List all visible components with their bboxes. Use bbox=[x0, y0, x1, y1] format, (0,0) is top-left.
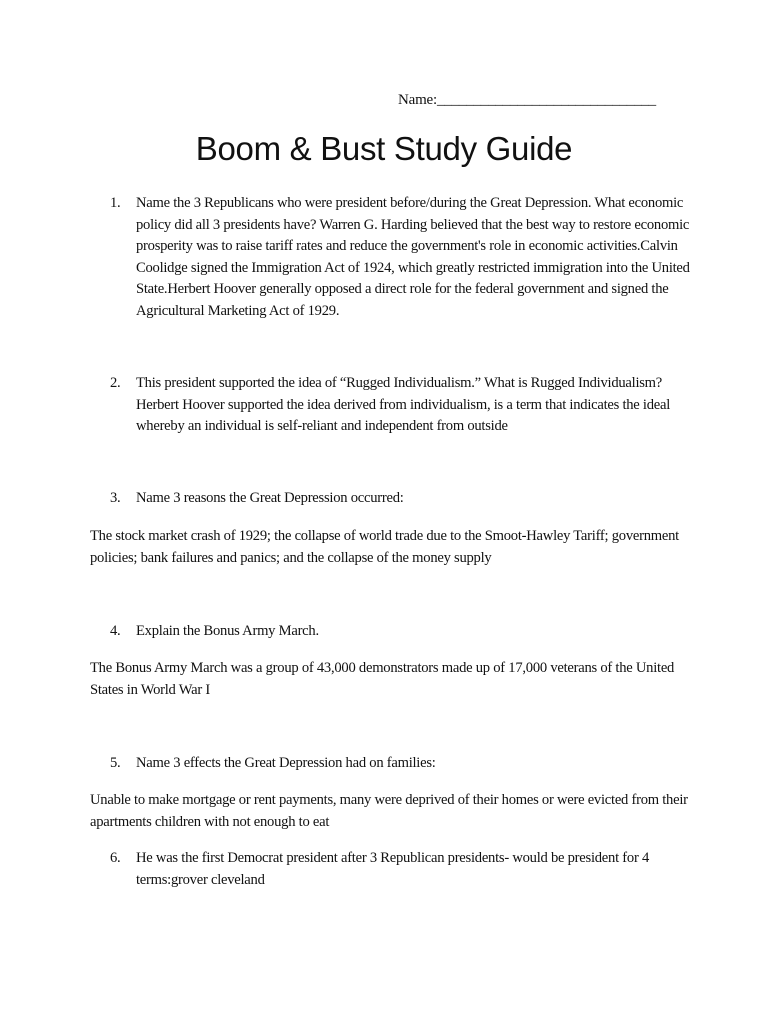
question-4 bbox=[110, 621, 690, 643]
question-number: 1. bbox=[110, 195, 121, 211]
question-text: Name 3 effects the Great Depression had on families: bbox=[136, 755, 436, 771]
question-6 bbox=[110, 848, 690, 891]
answer-4: The Bonus Army March was a group of 43,000 demonstrators made up of 17,000 veterans of the United States in World War I bbox=[90, 660, 675, 698]
question-2 bbox=[110, 373, 690, 438]
question-number: 6. bbox=[110, 850, 121, 866]
question-text: Name 3 reasons the Great Depression occurred: bbox=[136, 490, 404, 506]
question-text: Name the 3 Republicans who were president before/during the Great Depression. What economic policy did all 3 presidents have? Warren G. Harding believed that the best way to restore economic prosperity was to raise tariff rates and reduce the government's role in economic activities.Calvin Coolidge signed the Immigration Act of 1924, which greatly restricted immigration into the United State.Herbert Hoover generally opposed a direct role for the federal government and signed the Agricultural Marketing Act of 1929. bbox=[136, 195, 690, 319]
answer-3: The stock market crash of 1929; the collapse of world trade due to the Smoot-Hawley Tariff; government policies; bank failures and panics; and the collapse of the money supply bbox=[90, 528, 679, 566]
question-number: 3. bbox=[110, 490, 121, 506]
question-number: 2. bbox=[110, 375, 121, 391]
question-text: This president supported the idea of “Rugged Individualism.” What is Rugged Individualism?Herbert Hoover supported the idea derived from individualism, is a term that indicates the ideal whereby an individual is self-reliant and independent from outside bbox=[136, 375, 671, 435]
question-text: He was the first Democrat president after 3 Republican presidents- would be president for 4 terms:grover cleveland bbox=[136, 850, 649, 888]
answer-5: Unable to make mortgage or rent payments, many were deprived of their homes or were evicted from their apartments children with not enough to eat bbox=[90, 792, 688, 830]
question-number: 5. bbox=[110, 755, 121, 771]
page-title: Boom & Bust Study Guide bbox=[195, 130, 573, 167]
name-field-label: Name:______________________________ bbox=[398, 92, 656, 108]
question-5 bbox=[110, 753, 690, 775]
question-number: 4. bbox=[110, 623, 121, 639]
question-3 bbox=[110, 488, 690, 510]
question-text: Explain the Bonus Army March. bbox=[136, 623, 319, 639]
question-1 bbox=[110, 193, 690, 323]
